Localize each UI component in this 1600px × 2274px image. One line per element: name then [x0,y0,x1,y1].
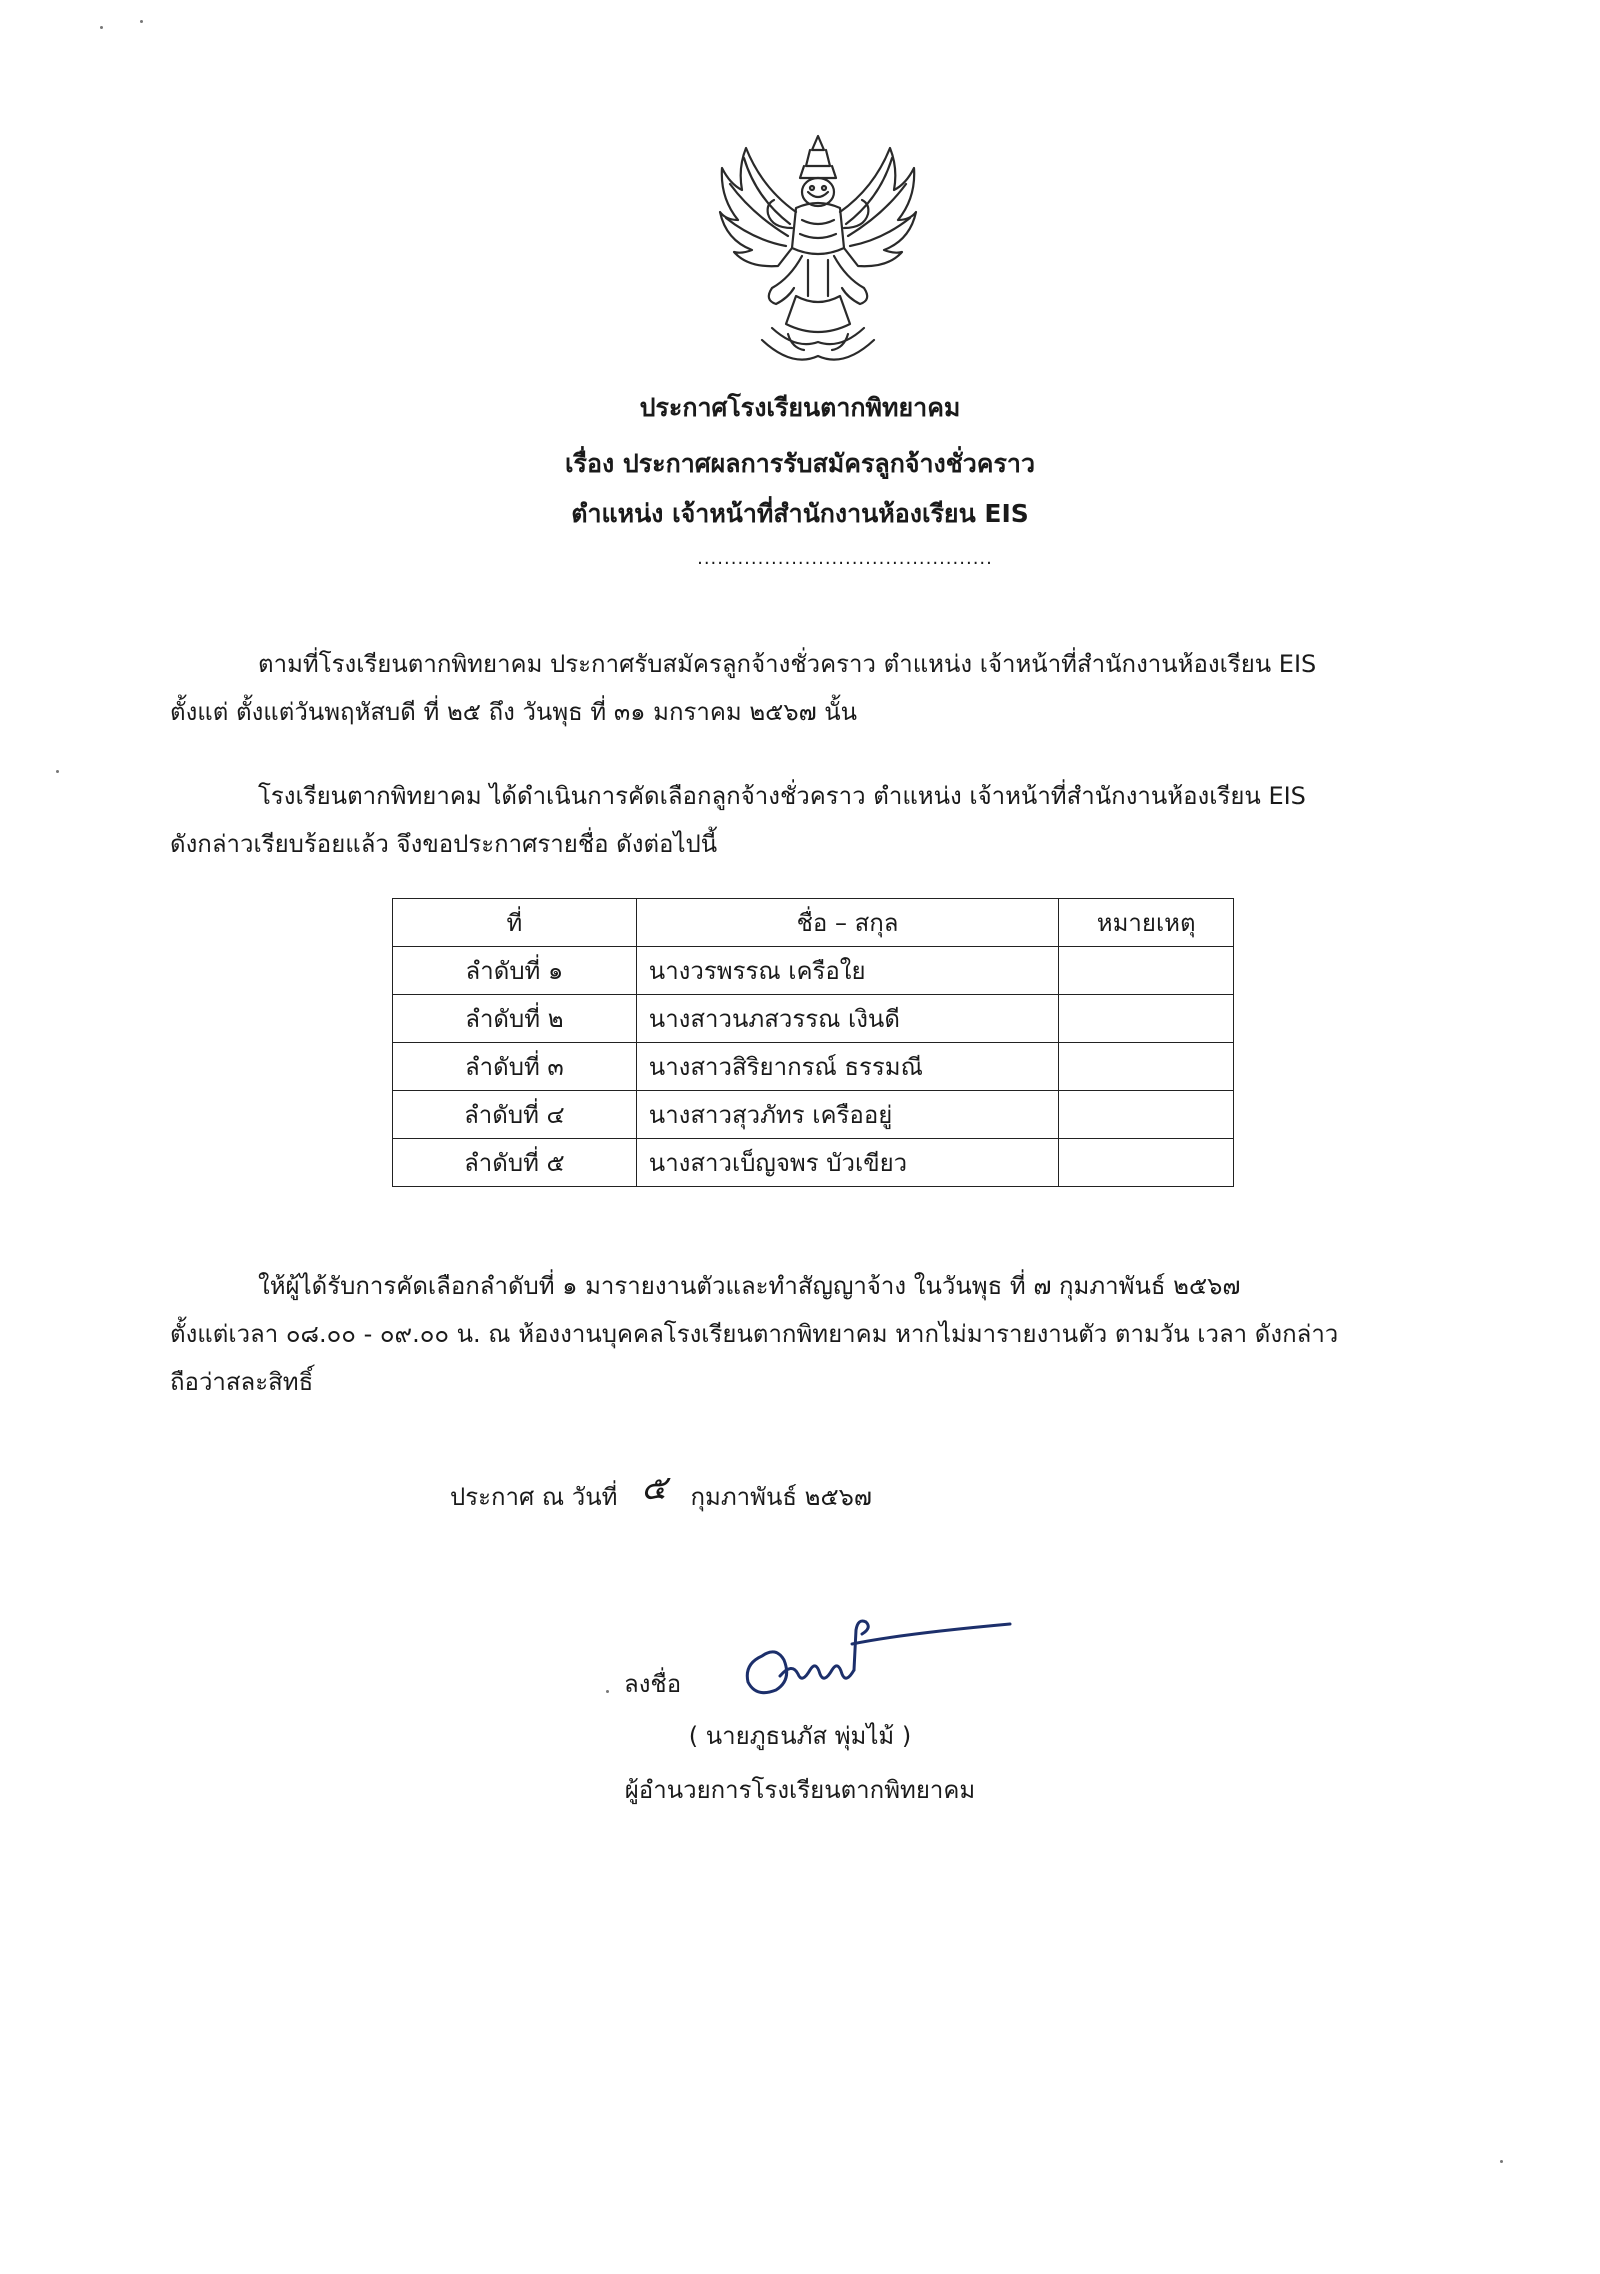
scan-speck [1500,2160,1503,2163]
paragraph-2 [170,772,1510,868]
header-number: ที่ [393,899,637,947]
announcement-date-month-year: กุมภาพันธ์ ๒๕๖๗ [690,1483,872,1511]
name-cell: นางสาวสิริยากรณ์ ธรรมณี [636,1043,1059,1091]
table-row [393,1139,1234,1187]
header-remark: หมายเหตุ [1059,899,1234,947]
rank-cell: ลำดับที่ ๔ [393,1091,637,1139]
selection-results-table [392,898,1234,1187]
remark-cell [1059,995,1234,1043]
scan-speck [140,20,143,23]
header-name: ชื่อ – สกุล [636,899,1059,947]
announcement-subject: เรื่อง ประกาศผลการรับสมัครลูกจ้างชั่วคราว [564,449,1035,478]
announcement-position: ตำแหน่ง เจ้าหน้าที่สำนักงานห้องเรียน EIS [571,499,1029,528]
paragraph-3-line-2: ตั้งแต่เวลา ๐๘.๐๐ - ๐๙.๐๐ น. ณ ห้องงานบุคคลโรงเรียนตากพิทยาคม หากไม่มารายงานตัว ตามวัน เวลา ดังกล่าว [170,1320,1339,1348]
paragraph-2-line-2: ดังกล่าวเรียบร้อยแล้ว จึงขอประกาศรายชื่อ ดังต่อไปนี้ [170,830,718,858]
handwritten-day: ๕ [641,1468,667,1508]
name-cell: นางสาวเบ็ญจพร บัวเขียว [636,1139,1059,1187]
table-row [393,995,1234,1043]
signer-position: ผู้อำนวยการโรงเรียนตากพิทยาคม [624,1776,976,1804]
announcement-date [450,1470,872,1521]
table-row [393,947,1234,995]
signer-name: ( นายภูธนภัส พุ่มไม้ ) [688,1722,912,1750]
remark-cell [1059,1043,1234,1091]
table-row [393,1091,1234,1139]
rank-cell: ลำดับที่ ๓ [393,1043,637,1091]
rank-cell: ลำดับที่ ๑ [393,947,637,995]
remark-cell [1059,1091,1234,1139]
announcement-date-prefix: ประกาศ ณ วันที่ [450,1483,618,1511]
name-cell: นางสาวนภสวรรณ เงินดี [636,995,1059,1043]
scan-speck [100,26,103,29]
paragraph-1-line-2: ตั้งแต่ ตั้งแต่วันพฤหัสบดี ที่ ๒๕ ถึง วันพุธ ที่ ๓๑ มกราคม ๒๕๖๗ นั้น [170,698,858,726]
paragraph-1 [170,640,1510,736]
paragraph-2-line-1: โรงเรียนตากพิทยาคม ได้ดำเนินการคัดเลือกลูกจ้างชั่วคราว ตำแหน่ง เจ้าหน้าที่สำนักงานห้องเรียน EIS [258,782,1306,810]
signature-label: ลงชื่อ [624,1670,682,1698]
table-row [393,1043,1234,1091]
remark-cell [1059,947,1234,995]
ink-speck [606,1690,609,1693]
paragraph-3 [170,1262,1510,1406]
paragraph-3-line-3: ถือว่าสละสิทธิ์ [170,1368,314,1396]
handwritten-signature [740,1600,1020,1710]
paragraph-3-line-1: ให้ผู้ได้รับการคัดเลือกลำดับที่ ๑ มารายงานตัวและทำสัญญาจ้าง ในวันพุธ ที่ ๗ กุมภาพันธ์ ๒๕๖๗ [258,1272,1241,1300]
rank-cell: ลำดับที่ ๕ [393,1139,637,1187]
garuda-emblem-icon [712,128,924,368]
name-cell: นางสาวสุวภัทร เครืออยู่ [636,1091,1059,1139]
name-cell: นางวรพรรณ เครือใย [636,947,1059,995]
heading-separator: ............................................ [697,548,993,569]
scan-speck [56,770,59,773]
table-header-row [393,899,1234,947]
paragraph-1-line-1: ตามที่โรงเรียนตากพิทยาคม ประกาศรับสมัครลูกจ้างชั่วคราว ตำแหน่ง เจ้าหน้าที่สำนักงานห้องเรียน EIS [258,650,1317,678]
announcement-title: ประกาศโรงเรียนตากพิทยาคม [639,393,961,422]
remark-cell [1059,1139,1234,1187]
rank-cell: ลำดับที่ ๒ [393,995,637,1043]
